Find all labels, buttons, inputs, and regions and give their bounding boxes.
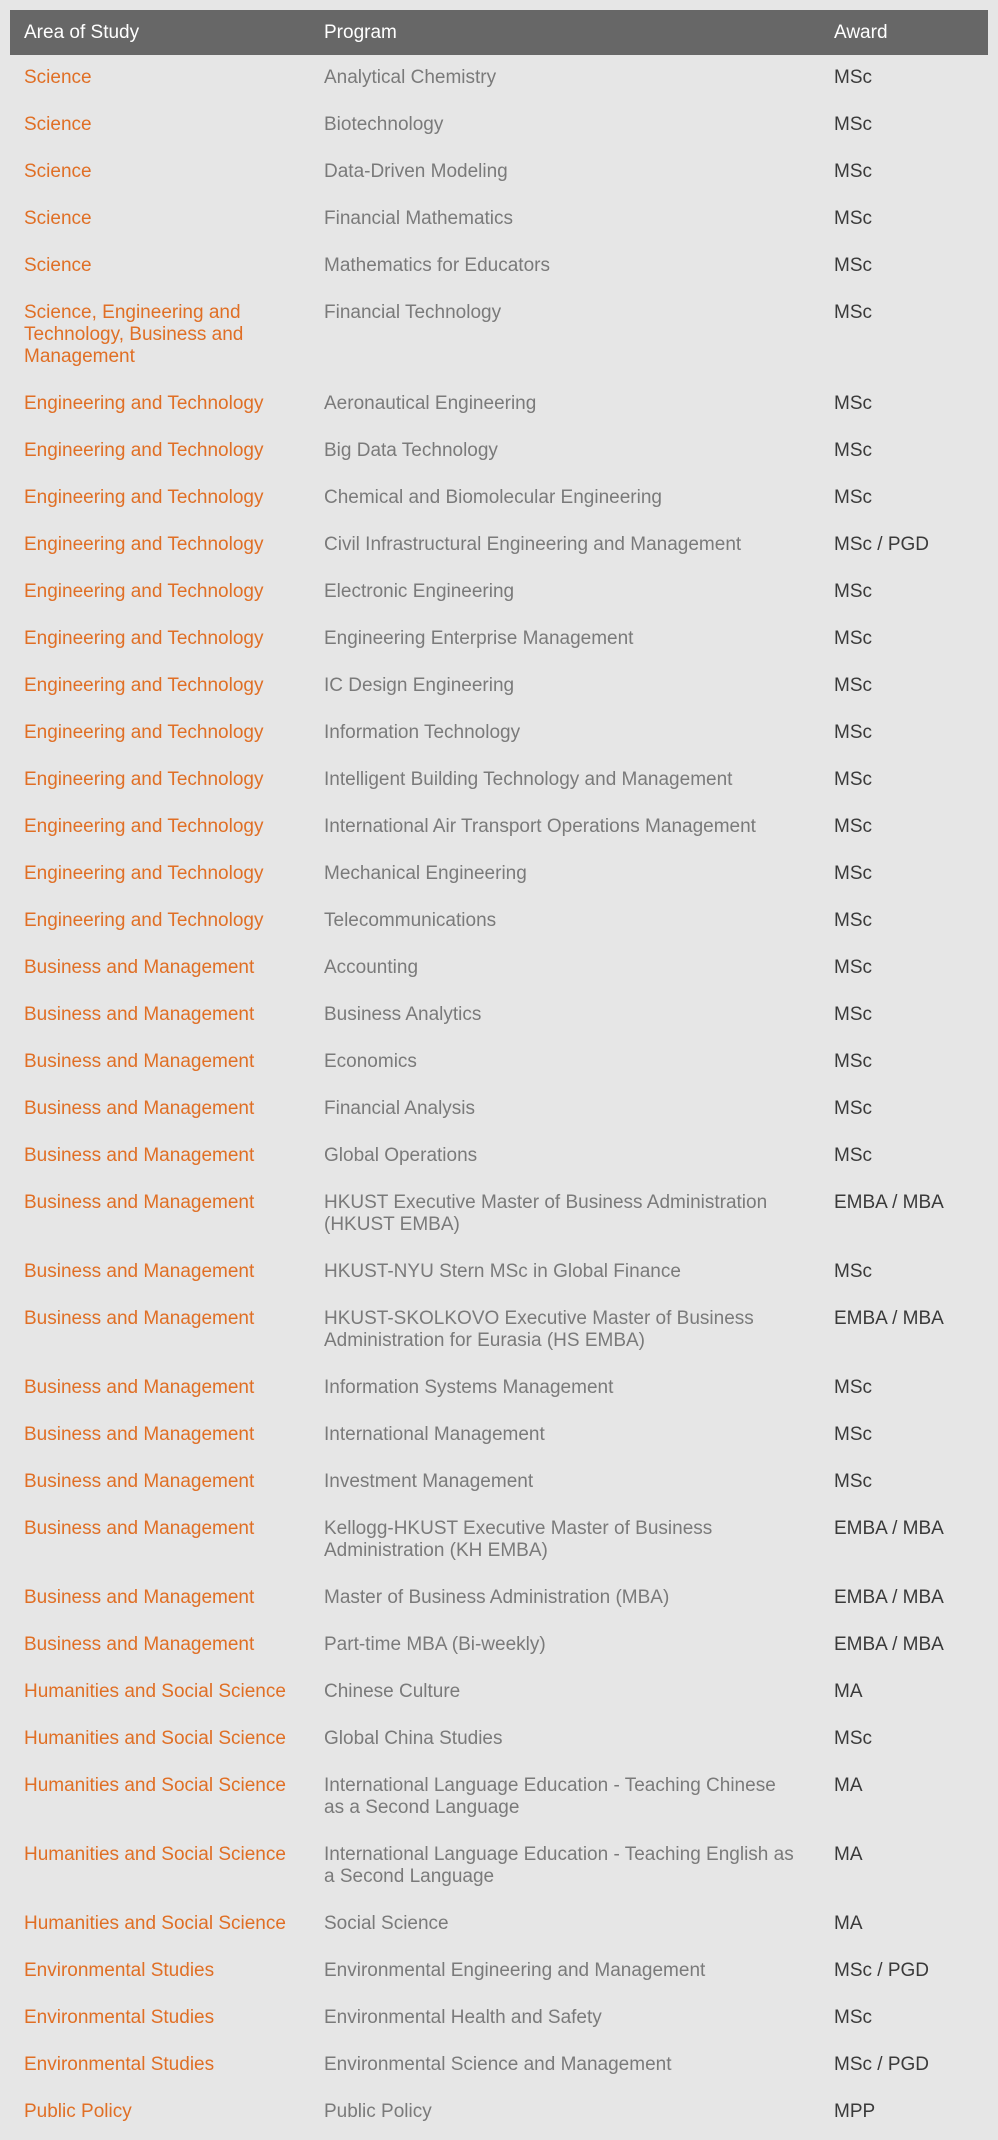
program-link[interactable]: Mathematics for Educators: [324, 255, 550, 276]
program-link[interactable]: Part-time MBA (Bi-weekly): [324, 1634, 546, 1655]
table-row: [10, 1249, 988, 1296]
table-row: [10, 898, 988, 945]
award-cell: MSc: [834, 1728, 872, 1749]
area-of-study-link[interactable]: Engineering and Technology: [24, 487, 264, 508]
table-row: [10, 992, 988, 1039]
area-of-study-link[interactable]: Engineering and Technology: [24, 581, 264, 602]
area-of-study-link[interactable]: Humanities and Social Science: [24, 1775, 286, 1796]
area-of-study-link[interactable]: Business and Management: [24, 1051, 255, 1072]
program-link[interactable]: Social Science: [324, 1913, 449, 1934]
area-of-study-link[interactable]: Science: [24, 161, 92, 182]
program-link[interactable]: Civil Infrastructural Engineering and Management: [324, 534, 742, 555]
area-of-study-link[interactable]: Business and Management: [24, 1261, 255, 1282]
program-link[interactable]: International Language Education - Teaching Chinese as a Second Language: [324, 1775, 776, 1818]
table-row: [10, 1086, 988, 1133]
area-of-study-link[interactable]: Public Policy: [24, 2101, 132, 2122]
program-link[interactable]: Financial Technology: [324, 302, 502, 323]
award-cell: MSc: [834, 161, 872, 182]
table-row: [10, 710, 988, 757]
program-link[interactable]: Data-Driven Modeling: [324, 161, 508, 182]
program-link[interactable]: Financial Mathematics: [324, 208, 514, 229]
area-of-study-link[interactable]: Environmental Studies: [24, 2007, 215, 2028]
area-of-study-link[interactable]: Business and Management: [24, 1634, 255, 1655]
area-of-study-link[interactable]: Environmental Studies: [24, 1960, 215, 1981]
area-of-study-link[interactable]: Humanities and Social Science: [24, 1913, 286, 1934]
program-link[interactable]: Global China Studies: [324, 1728, 503, 1749]
area-of-study-link[interactable]: Humanities and Social Science: [24, 1844, 286, 1865]
award-cell: MSc: [834, 863, 872, 884]
table-row: [10, 290, 988, 381]
area-of-study-link[interactable]: Engineering and Technology: [24, 393, 264, 414]
table-row: [10, 616, 988, 663]
table-row: [10, 1506, 988, 1575]
table-row: [10, 804, 988, 851]
area-of-study-link[interactable]: Business and Management: [24, 1518, 255, 1539]
award-cell: EMBA / MBA: [834, 1518, 944, 1539]
area-of-study-link[interactable]: Business and Management: [24, 957, 255, 978]
award-cell: MSc / PGD: [834, 2054, 930, 2075]
table-row: [10, 381, 988, 428]
award-cell: MSc: [834, 1145, 872, 1166]
area-of-study-link[interactable]: Business and Management: [24, 1587, 255, 1608]
table-row: [10, 1669, 988, 1716]
award-cell: MSc: [834, 114, 872, 135]
program-link[interactable]: Environmental Health and Safety: [324, 2007, 602, 2028]
program-link[interactable]: Telecommunications: [324, 910, 497, 931]
award-cell: MSc: [834, 67, 872, 88]
area-of-study-link[interactable]: Engineering and Technology: [24, 863, 264, 884]
area-of-study-link[interactable]: Business and Management: [24, 1145, 255, 1166]
table-row: [10, 1901, 988, 1948]
award-cell: MSc: [834, 1471, 872, 1492]
award-cell: MSc: [834, 1261, 872, 1282]
program-link[interactable]: IC Design Engineering: [324, 675, 515, 696]
program-link[interactable]: HKUST Executive Master of Business Administration (HKUST EMBA): [324, 1192, 768, 1235]
area-of-study-link[interactable]: Engineering and Technology: [24, 534, 264, 555]
award-cell: MSc: [834, 487, 872, 508]
area-of-study-link[interactable]: Engineering and Technology: [24, 628, 264, 649]
award-cell: MSc: [834, 1051, 872, 1072]
award-cell: EMBA / MBA: [834, 1192, 944, 1213]
table-row: [10, 1995, 988, 2042]
award-cell: EMBA / MBA: [834, 1634, 944, 1655]
table-row: [10, 1180, 988, 1249]
award-cell: MA: [834, 1844, 863, 1865]
header-award: Award: [834, 21, 888, 43]
program-link[interactable]: Kellogg-HKUST Executive Master of Business Administration (KH EMBA): [324, 1518, 713, 1561]
header-program: Program: [324, 21, 397, 43]
table-row: [10, 1763, 988, 1832]
area-of-study-link[interactable]: Business and Management: [24, 1424, 255, 1445]
area-of-study-link[interactable]: Business and Management: [24, 1098, 255, 1119]
award-cell: MSc / PGD: [834, 534, 930, 555]
program-link[interactable]: International Language Education - Teaching English as a Second Language: [324, 1844, 794, 1887]
program-link[interactable]: Investment Management: [324, 1471, 534, 1492]
program-link[interactable]: Engineering Enterprise Management: [324, 628, 634, 649]
program-link[interactable]: Economics: [324, 1051, 417, 1072]
award-cell: MA: [834, 1775, 863, 1796]
program-link[interactable]: Financial Analysis: [324, 1098, 476, 1119]
table-row: [10, 1365, 988, 1412]
program-link[interactable]: Mechanical Engineering: [324, 863, 527, 884]
award-cell: MSc: [834, 628, 872, 649]
award-cell: MSc: [834, 440, 872, 461]
program-link[interactable]: International Management: [324, 1424, 545, 1445]
program-link[interactable]: International Air Transport Operations Management: [324, 816, 756, 837]
award-cell: MSc: [834, 302, 872, 323]
table-row: [10, 757, 988, 804]
table-row: [10, 196, 988, 243]
table-row: [10, 475, 988, 522]
table-row: [10, 663, 988, 710]
table-row: [10, 1412, 988, 1459]
area-of-study-link[interactable]: Science: [24, 208, 92, 229]
program-link[interactable]: HKUST-SKOLKOVO Executive Master of Business Administration for Eurasia (HS EMBA): [324, 1308, 754, 1351]
area-of-study-link[interactable]: Business and Management: [24, 1192, 255, 1213]
area-of-study-link[interactable]: Engineering and Technology: [24, 440, 264, 461]
table-body: [10, 55, 988, 2136]
area-of-study-link[interactable]: Engineering and Technology: [24, 769, 264, 790]
award-cell: MA: [834, 1913, 863, 1934]
program-link[interactable]: Master of Business Administration (MBA): [324, 1587, 670, 1608]
program-link[interactable]: Public Policy: [324, 2101, 432, 2122]
award-cell: MPP: [834, 2101, 876, 2122]
program-link[interactable]: Environmental Science and Management: [324, 2054, 672, 2075]
area-of-study-link[interactable]: Business and Management: [24, 1004, 255, 1025]
table-row: [10, 2089, 988, 2136]
table-row: [10, 569, 988, 616]
award-cell: MSc: [834, 581, 872, 602]
award-cell: MSc: [834, 769, 872, 790]
table-row: [10, 1575, 988, 1622]
program-link[interactable]: Intelligent Building Technology and Management: [324, 769, 733, 790]
area-of-study-link[interactable]: Engineering and Technology: [24, 910, 264, 931]
program-link[interactable]: Chinese Culture: [324, 1681, 461, 1702]
table-row: [10, 2042, 988, 2089]
area-of-study-link[interactable]: Business and Management: [24, 1377, 255, 1398]
area-of-study-link[interactable]: Business and Management: [24, 1308, 255, 1329]
table-row: [10, 851, 988, 898]
award-cell: MSc: [834, 1004, 872, 1025]
area-of-study-link[interactable]: Science: [24, 67, 92, 88]
area-of-study-link[interactable]: Engineering and Technology: [24, 675, 264, 696]
award-cell: EMBA / MBA: [834, 1587, 944, 1608]
award-cell: MSc: [834, 675, 872, 696]
award-cell: MSc: [834, 255, 872, 276]
area-of-study-link[interactable]: Engineering and Technology: [24, 816, 264, 837]
area-of-study-link[interactable]: Humanities and Social Science: [24, 1681, 286, 1702]
award-cell: MSc: [834, 393, 872, 414]
table-row: [10, 1296, 988, 1365]
award-cell: MSc: [834, 2007, 872, 2028]
program-link[interactable]: Information Systems Management: [324, 1377, 614, 1398]
area-of-study-link[interactable]: Humanities and Social Science: [24, 1728, 286, 1749]
program-link[interactable]: Information Technology: [324, 722, 521, 743]
area-of-study-link[interactable]: Environmental Studies: [24, 2054, 215, 2075]
award-cell: MA: [834, 1681, 863, 1702]
program-link[interactable]: Analytical Chemistry: [324, 67, 497, 88]
table-row: [10, 1832, 988, 1901]
table-row: [10, 522, 988, 569]
table-row: [10, 428, 988, 475]
table-row: [10, 1716, 988, 1763]
table-row: [10, 1459, 988, 1506]
award-cell: MSc: [834, 722, 872, 743]
award-cell: MSc: [834, 1424, 872, 1445]
program-link[interactable]: Big Data Technology: [324, 440, 498, 461]
award-cell: EMBA / MBA: [834, 1308, 944, 1329]
area-of-study-link[interactable]: Business and Management: [24, 1471, 255, 1492]
program-link[interactable]: Biotechnology: [324, 114, 444, 135]
award-cell: MSc: [834, 1098, 872, 1119]
table-row: [10, 1133, 988, 1180]
award-cell: MSc / PGD: [834, 1960, 930, 1981]
program-link[interactable]: HKUST-NYU Stern MSc in Global Finance: [324, 1261, 681, 1282]
table-row: [10, 102, 988, 149]
area-of-study-link[interactable]: Engineering and Technology: [24, 722, 264, 743]
table-header: [10, 10, 988, 55]
program-link[interactable]: Chemical and Biomolecular Engineering: [324, 487, 662, 508]
area-of-study-link[interactable]: Science: [24, 255, 92, 276]
award-cell: MSc: [834, 957, 872, 978]
program-link[interactable]: Accounting: [324, 957, 419, 978]
table-row: [10, 945, 988, 992]
award-cell: MSc: [834, 910, 872, 931]
program-link[interactable]: Electronic Engineering: [324, 581, 515, 602]
table-row: [10, 1948, 988, 1995]
programs-table: [10, 10, 988, 2136]
area-of-study-link[interactable]: Science, Engineering and Technology, Business and Management: [24, 302, 244, 367]
program-link[interactable]: Business Analytics: [324, 1004, 482, 1025]
area-of-study-link[interactable]: Science: [24, 114, 92, 135]
table-row: [10, 55, 988, 102]
table-row: [10, 243, 988, 290]
program-link[interactable]: Aeronautical Engineering: [324, 393, 537, 414]
program-link[interactable]: Environmental Engineering and Management: [324, 1960, 706, 1981]
table-row: [10, 149, 988, 196]
table-row: [10, 1622, 988, 1669]
header-area-of-study: Area of Study: [24, 21, 140, 43]
award-cell: MSc: [834, 816, 872, 837]
award-cell: MSc: [834, 208, 872, 229]
program-link[interactable]: Global Operations: [324, 1145, 478, 1166]
award-cell: MSc: [834, 1377, 872, 1398]
table-row: [10, 1039, 988, 1086]
